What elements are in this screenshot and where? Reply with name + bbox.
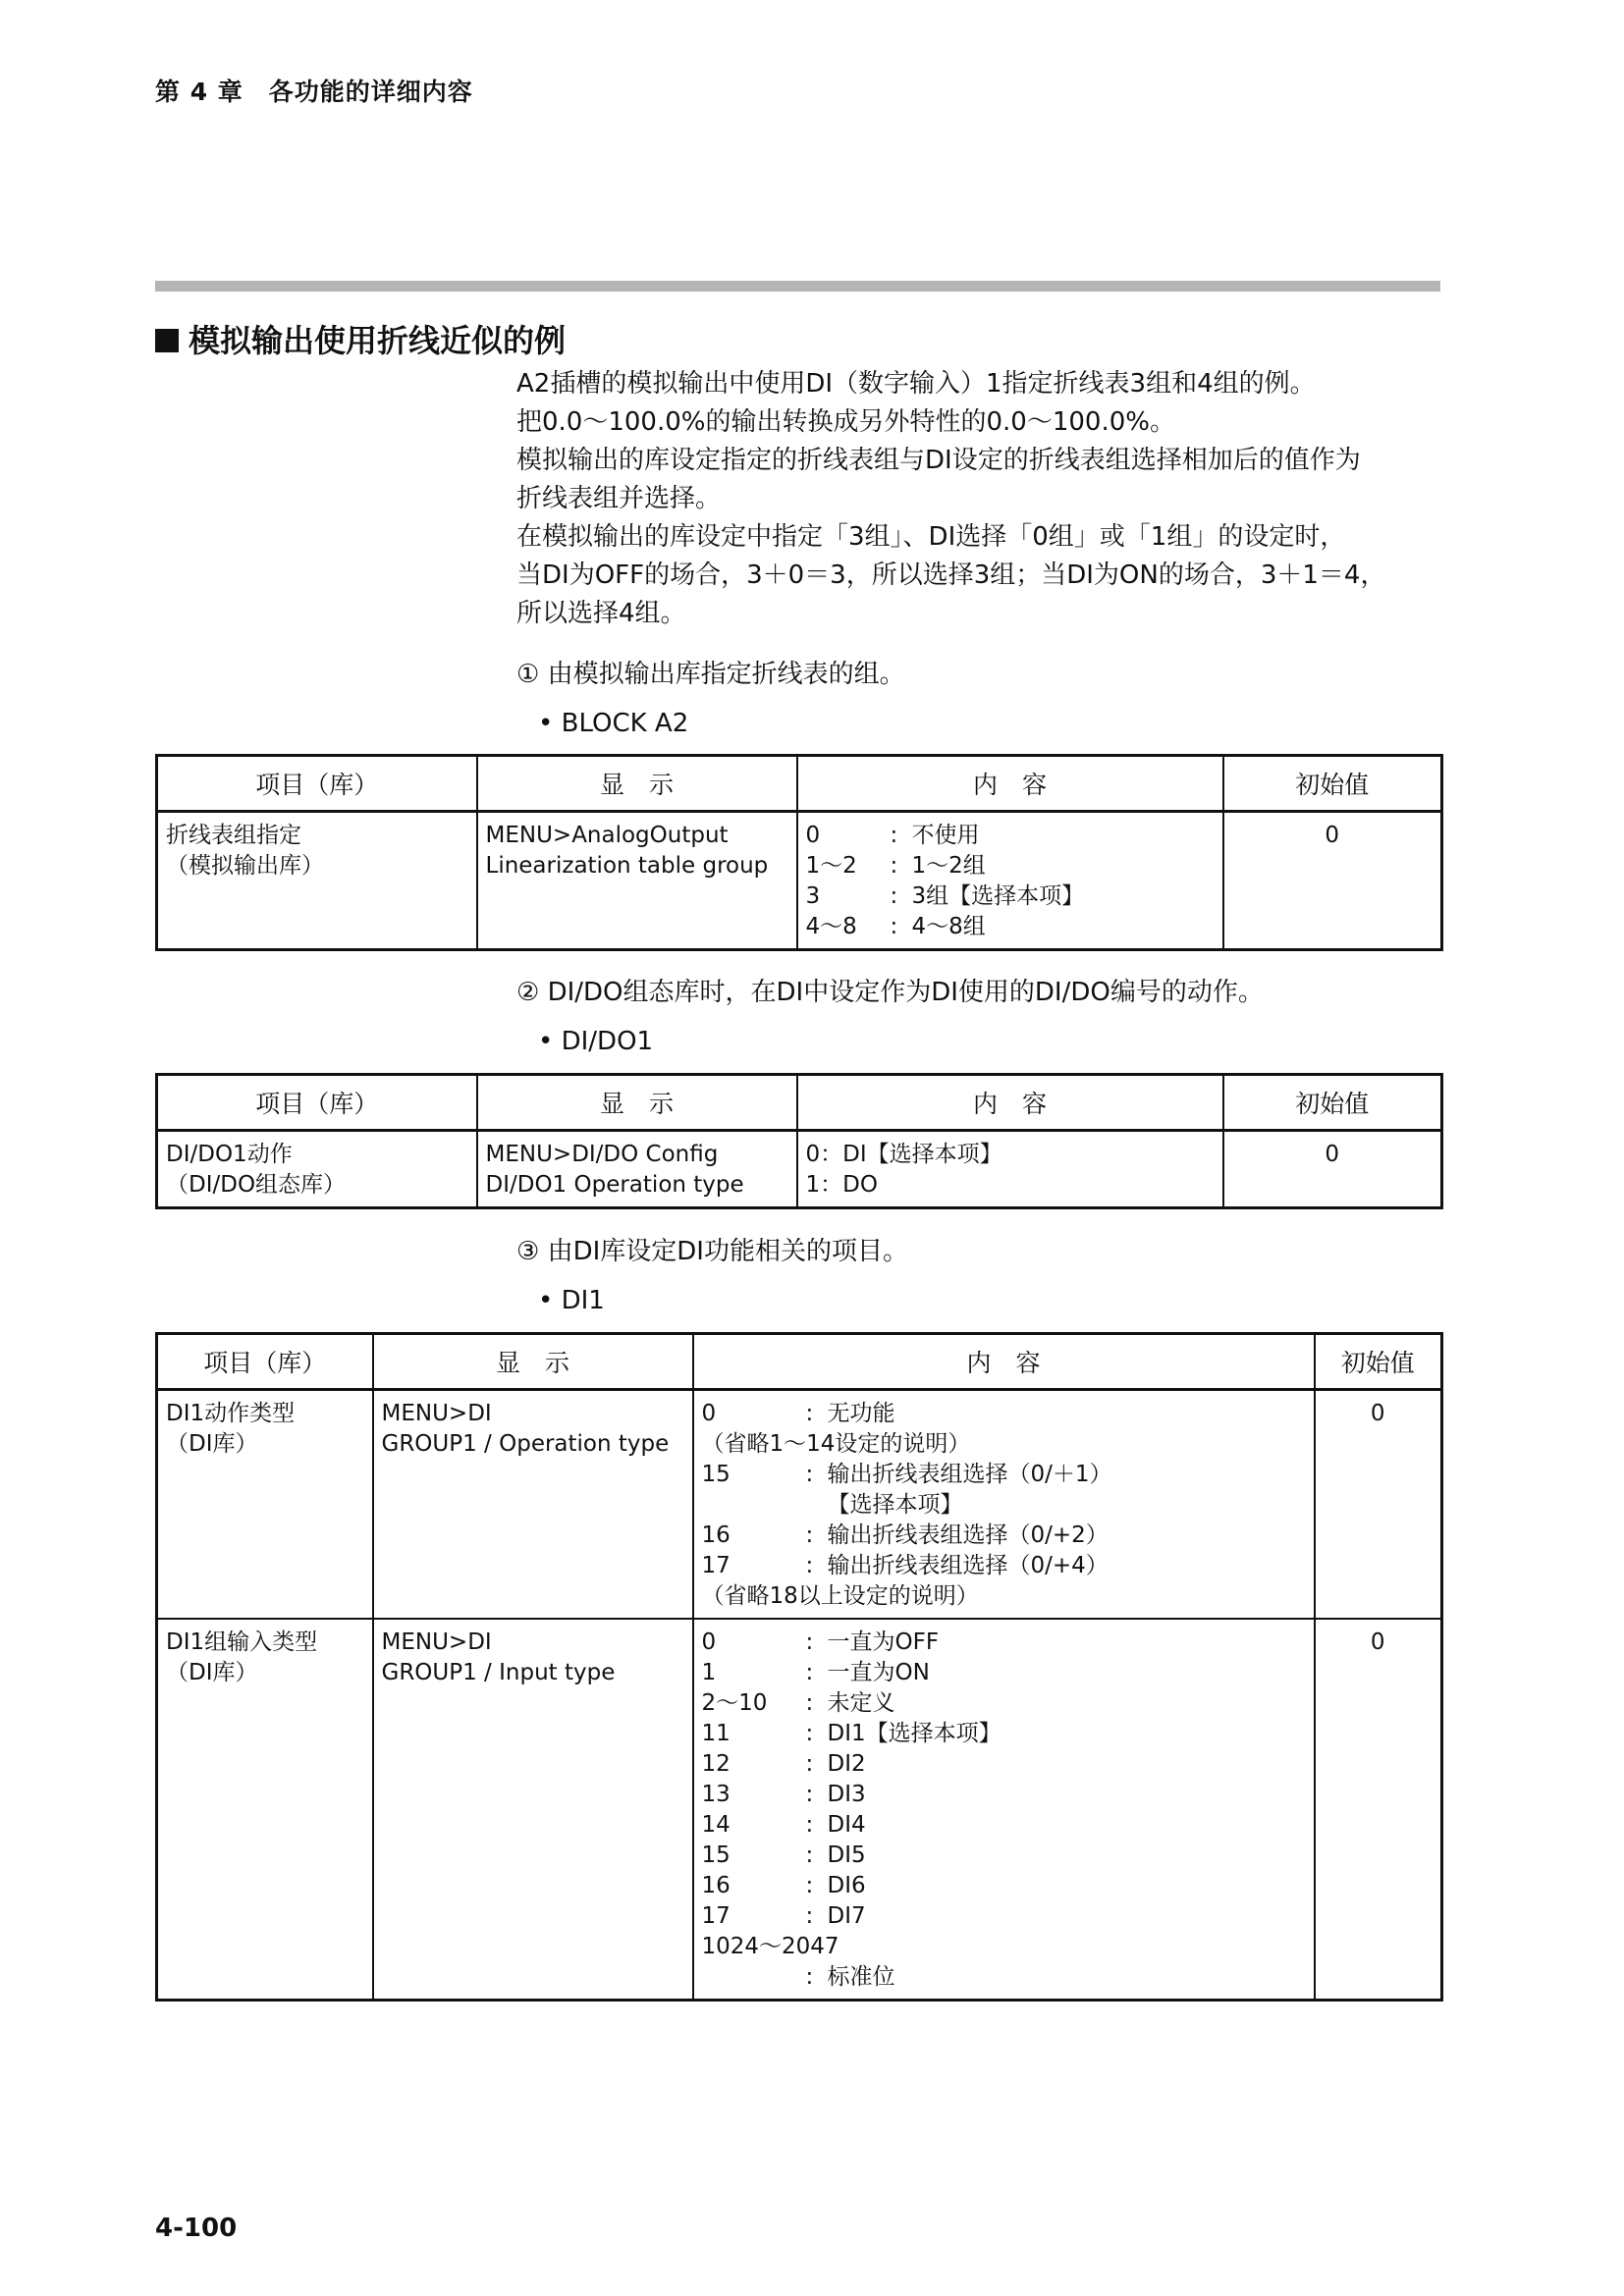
table-dido-config — [155, 1073, 1443, 1209]
item-cell: DI1组输入类型 （DI库） — [157, 1619, 373, 2001]
initial-cell: 0 — [1315, 1390, 1442, 1620]
col-display: 显 示 — [477, 1075, 797, 1131]
col-display: 显 示 — [373, 1334, 693, 1390]
initial-cell: 0 — [1315, 1619, 1442, 2001]
table-analog-output — [155, 754, 1443, 951]
table-row — [157, 1619, 1442, 2001]
display-cell: MENU>DI GROUP1 / Input type — [373, 1619, 693, 2001]
initial-cell: 0 — [1223, 812, 1442, 950]
page-number: 4-100 — [155, 2214, 238, 2243]
step-1-block: • BLOCK A2 — [538, 709, 689, 738]
col-content: 内 容 — [797, 1075, 1223, 1131]
intro-line: 当DI为OFF的场合，3＋0＝3，所以选择3组；当DI为ON的场合，3＋1＝4， — [516, 561, 1386, 590]
intro-line: 把0.0～100.0%的输出转换成另外特性的0.0～100.0%。 — [516, 407, 1175, 437]
intro-paragraph — [516, 365, 1449, 633]
step-2: ② DI/DO组态库时，在DI中设定作为DI使用的DI/DO编号的动作。 — [516, 978, 1264, 1007]
col-initial: 初始值 — [1223, 756, 1442, 812]
item-cell: 折线表组指定 （模拟输出库） — [157, 812, 477, 950]
item-cell: DI/DO1动作 （DI/DO组态库） — [157, 1131, 477, 1208]
table-row — [157, 812, 1442, 950]
step-2-block: • DI/DO1 — [538, 1027, 654, 1056]
section-title-text: 模拟输出使用折线近似的例 — [189, 322, 567, 359]
table-row — [157, 1390, 1442, 1620]
intro-line: 模拟输出的库设定指定的折线表组与DI设定的折线表组选择相加后的值作为 — [516, 446, 1361, 475]
display-cell: MENU>DI/DO Config DI/DO1 Operation type — [477, 1131, 797, 1208]
table-di — [155, 1332, 1443, 2002]
step-1: ① 由模拟输出库指定折线表的组。 — [516, 660, 905, 689]
intro-line: 所以选择4组。 — [516, 599, 686, 628]
col-content: 内 容 — [693, 1334, 1315, 1390]
col-content: 内 容 — [797, 756, 1223, 812]
section-divider — [155, 281, 1440, 292]
intro-line: 在模拟输出的库设定中指定「3组」、DI选择「0组」或「1组」的设定时， — [516, 522, 1346, 552]
item-cell: DI1动作类型 （DI库） — [157, 1390, 373, 1620]
content-cell: 0：DI【选择本项】 1：DO — [797, 1131, 1223, 1208]
content-cell: 0 : 一直为OFF 1 : 一直为ON 2～10 : 未定义 11 : DI1【选择本项】 12 : DI2 13 : DI3 14 : DI4 15 : DI5 16 : DI6 17 : DI7 1024～2047 : 标准位 — [693, 1619, 1315, 2001]
display-cell: MENU>AnalogOutput Linearization table group — [477, 812, 797, 950]
chapter-header: 第 4 章 各功能的详细内容 — [155, 78, 473, 106]
col-item: 项目（库） — [157, 1334, 373, 1390]
square-bullet-icon — [155, 329, 179, 352]
step-3-block: • DI1 — [538, 1286, 605, 1315]
col-initial: 初始值 — [1223, 1075, 1442, 1131]
col-item: 项目（库） — [157, 756, 477, 812]
step-3: ③ 由DI库设定DI功能相关的项目。 — [516, 1237, 908, 1266]
col-display: 显 示 — [477, 756, 797, 812]
col-item: 项目（库） — [157, 1075, 477, 1131]
display-cell: MENU>DI GROUP1 / Operation type — [373, 1390, 693, 1620]
content-cell: 0 : 无功能 （省略1～14设定的说明） 15 : 输出折线表组选择（0/＋1） 【选择本项】 16 : 输出折线表组选择（0/+2） 17 : 输出折线表组选择（0/+4） （省略18以上设定的说明） — [693, 1390, 1315, 1620]
intro-line: 折线表组并选择。 — [516, 484, 722, 513]
section-title — [155, 316, 566, 361]
intro-line: A2插槽的模拟输出中使用DI（数字输入）1指定折线表3组和4组的例。 — [516, 369, 1316, 399]
col-initial: 初始值 — [1315, 1334, 1442, 1390]
content-cell: 0 : 不使用 1～2 : 1～2组 3 : 3组【选择本项】 4～8 : 4～8组 — [797, 812, 1223, 950]
table-row — [157, 1131, 1442, 1208]
initial-cell: 0 — [1223, 1131, 1442, 1208]
